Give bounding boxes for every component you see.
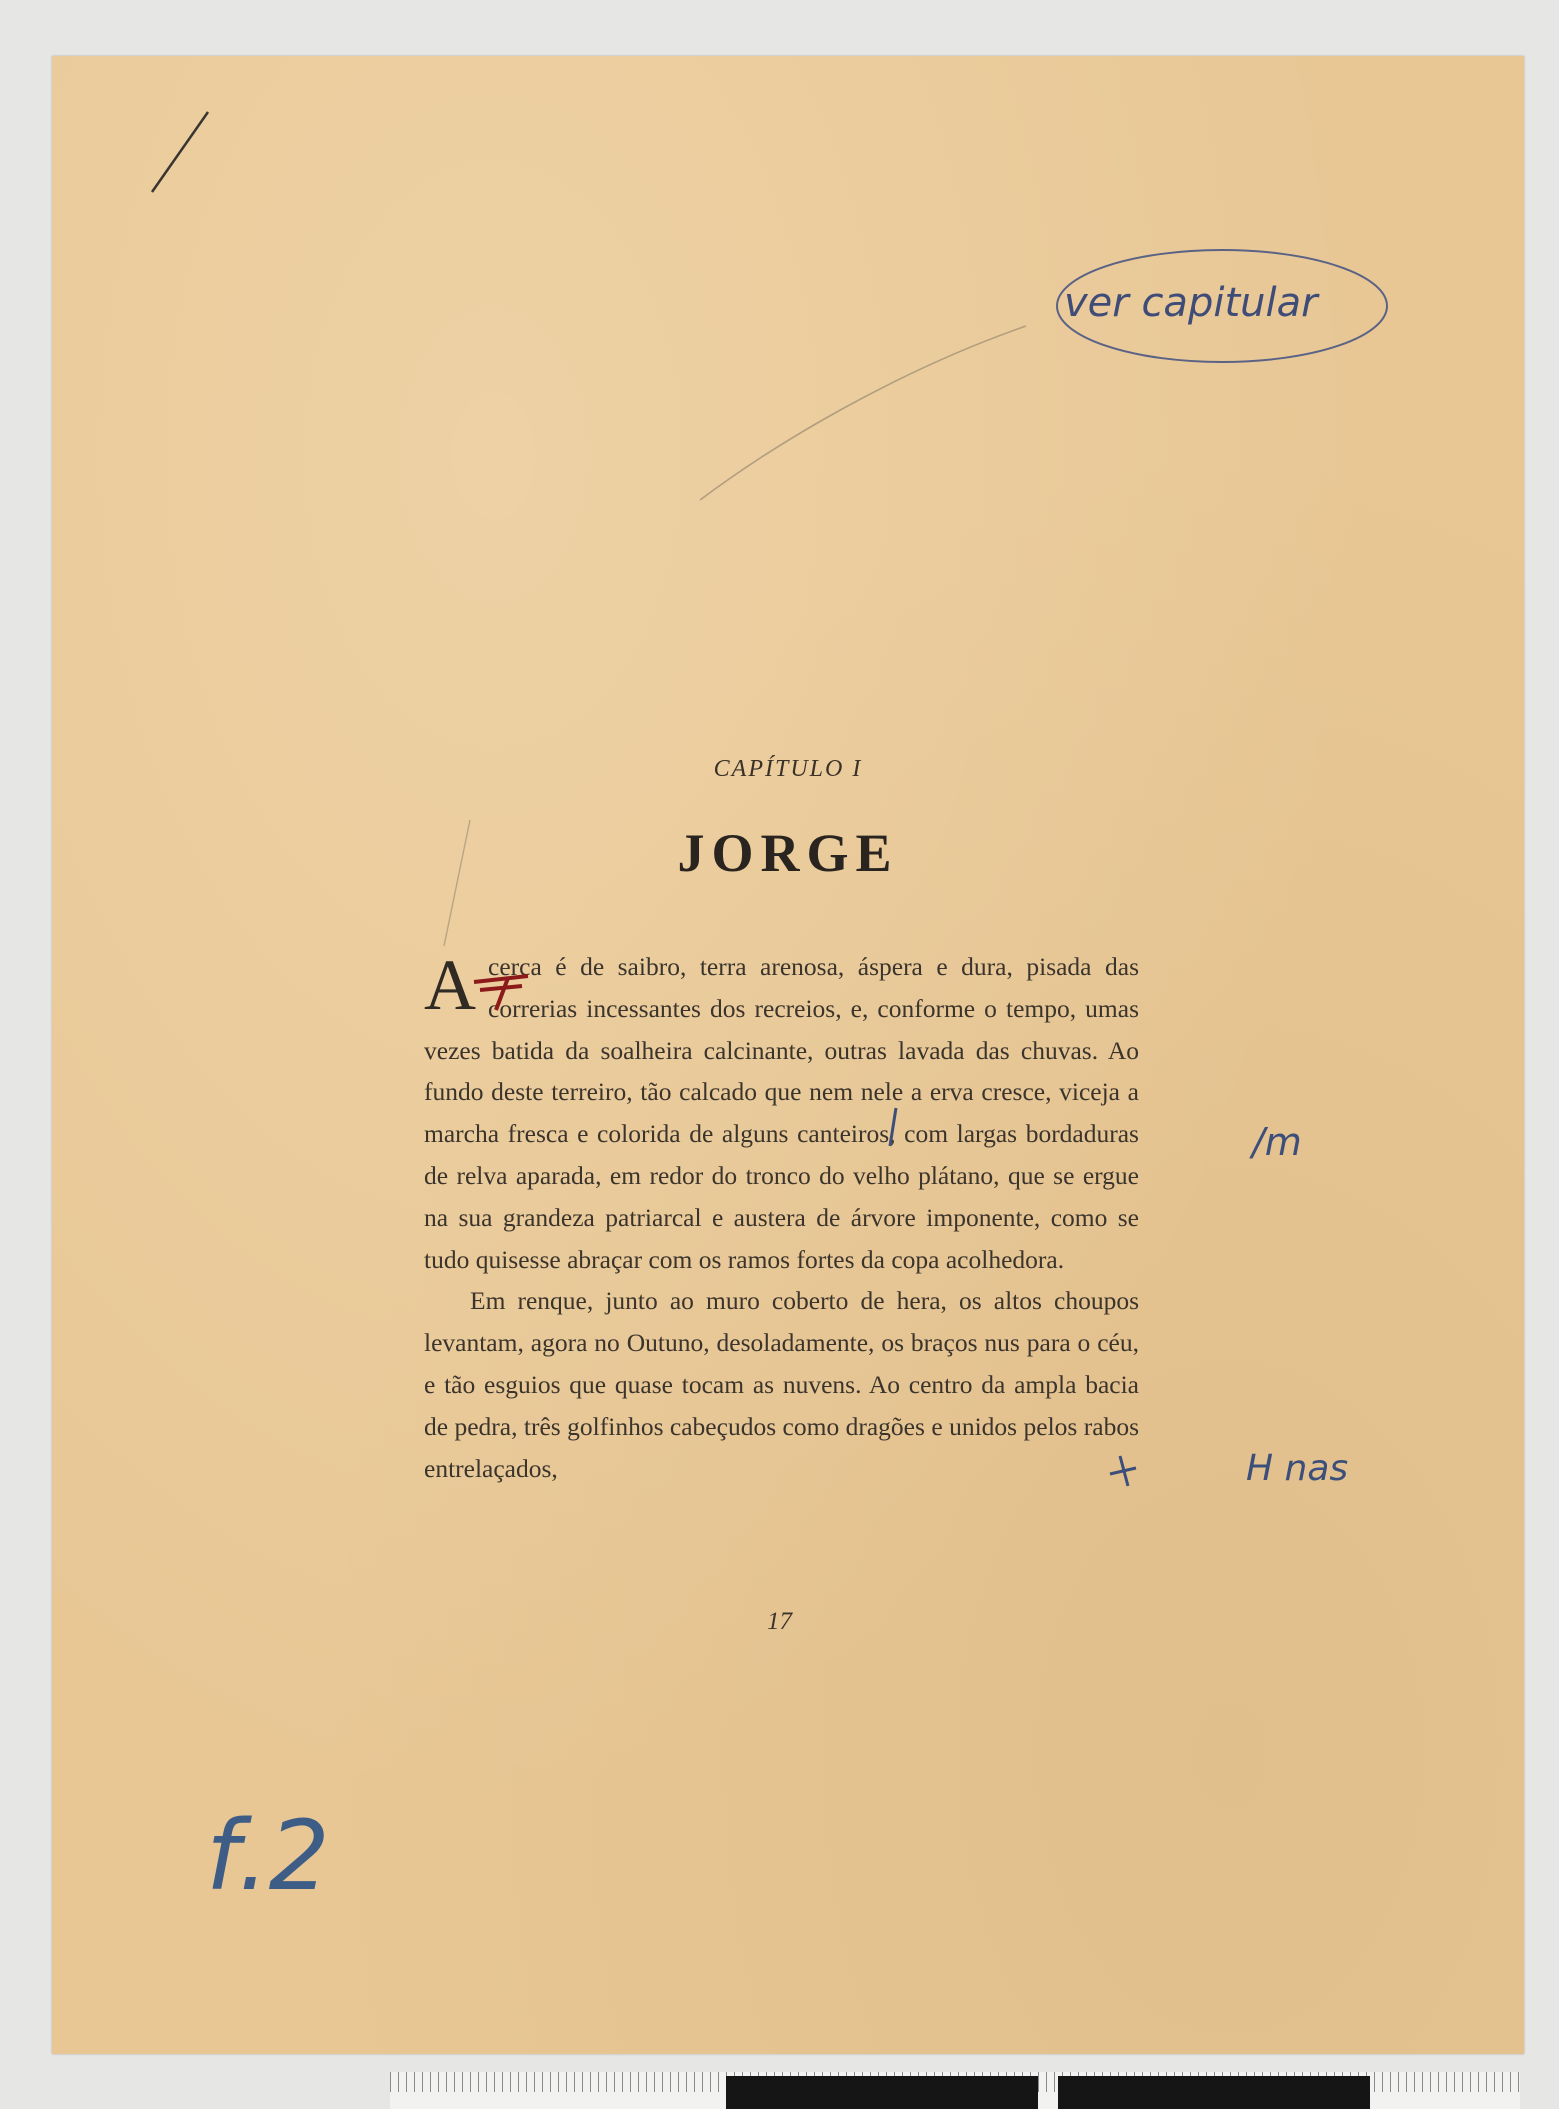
handwritten-note-ver-capitular: ver capitular (1064, 280, 1318, 326)
ruler-dark-segment-1 (726, 2076, 1038, 2109)
paragraph-1 (424, 946, 1139, 1280)
handwritten-margin-note-1: /m (1252, 1120, 1302, 1164)
ruler-dark-segment-2 (1058, 2076, 1370, 2109)
body-text (424, 946, 1139, 1489)
chapter-title: JORGE (677, 823, 899, 883)
chapter-label: CAPÍTULO I (713, 756, 863, 782)
handwritten-margin-note-2: H nas (1246, 1448, 1349, 1489)
page-number: 17 (767, 1608, 792, 1635)
paragraph-2: Em renque, junto ao muro coberto de hera, os altos choupos levantam, agora no Outuno, desoladamente, os braços nus para o céu, e tão esguios que quase tocam as nuvens. Ao centro da ampla bacia de pedra, três golfinhos cabeçudos como dragões e unidos pelos rabos entrelaçados, (424, 1286, 1139, 1483)
drop-cap: A (424, 945, 476, 1025)
handwritten-folio-number: f.2 (206, 1800, 330, 1912)
paragraph-1-text: cerca é de saibro, terra arenosa, áspera e dura, pisada das correrias incessantes dos recreios, e, conforme o tempo, umas vezes batida da soalheira calcinante, outras lavada das chuvas. Ao fundo deste terreiro, tão calcado que nem nele a erva cresce, viceja a marcha fresca e colorida de alguns canteiros, com largas bordaduras de relva aparada, em redor do tronco do velho plátano, que se ergue na sua grandeza patriarcal e austera de árvore imponente, como se tudo quisesse abraçar com os ramos fortes da copa acolhedora. (424, 952, 1139, 1274)
